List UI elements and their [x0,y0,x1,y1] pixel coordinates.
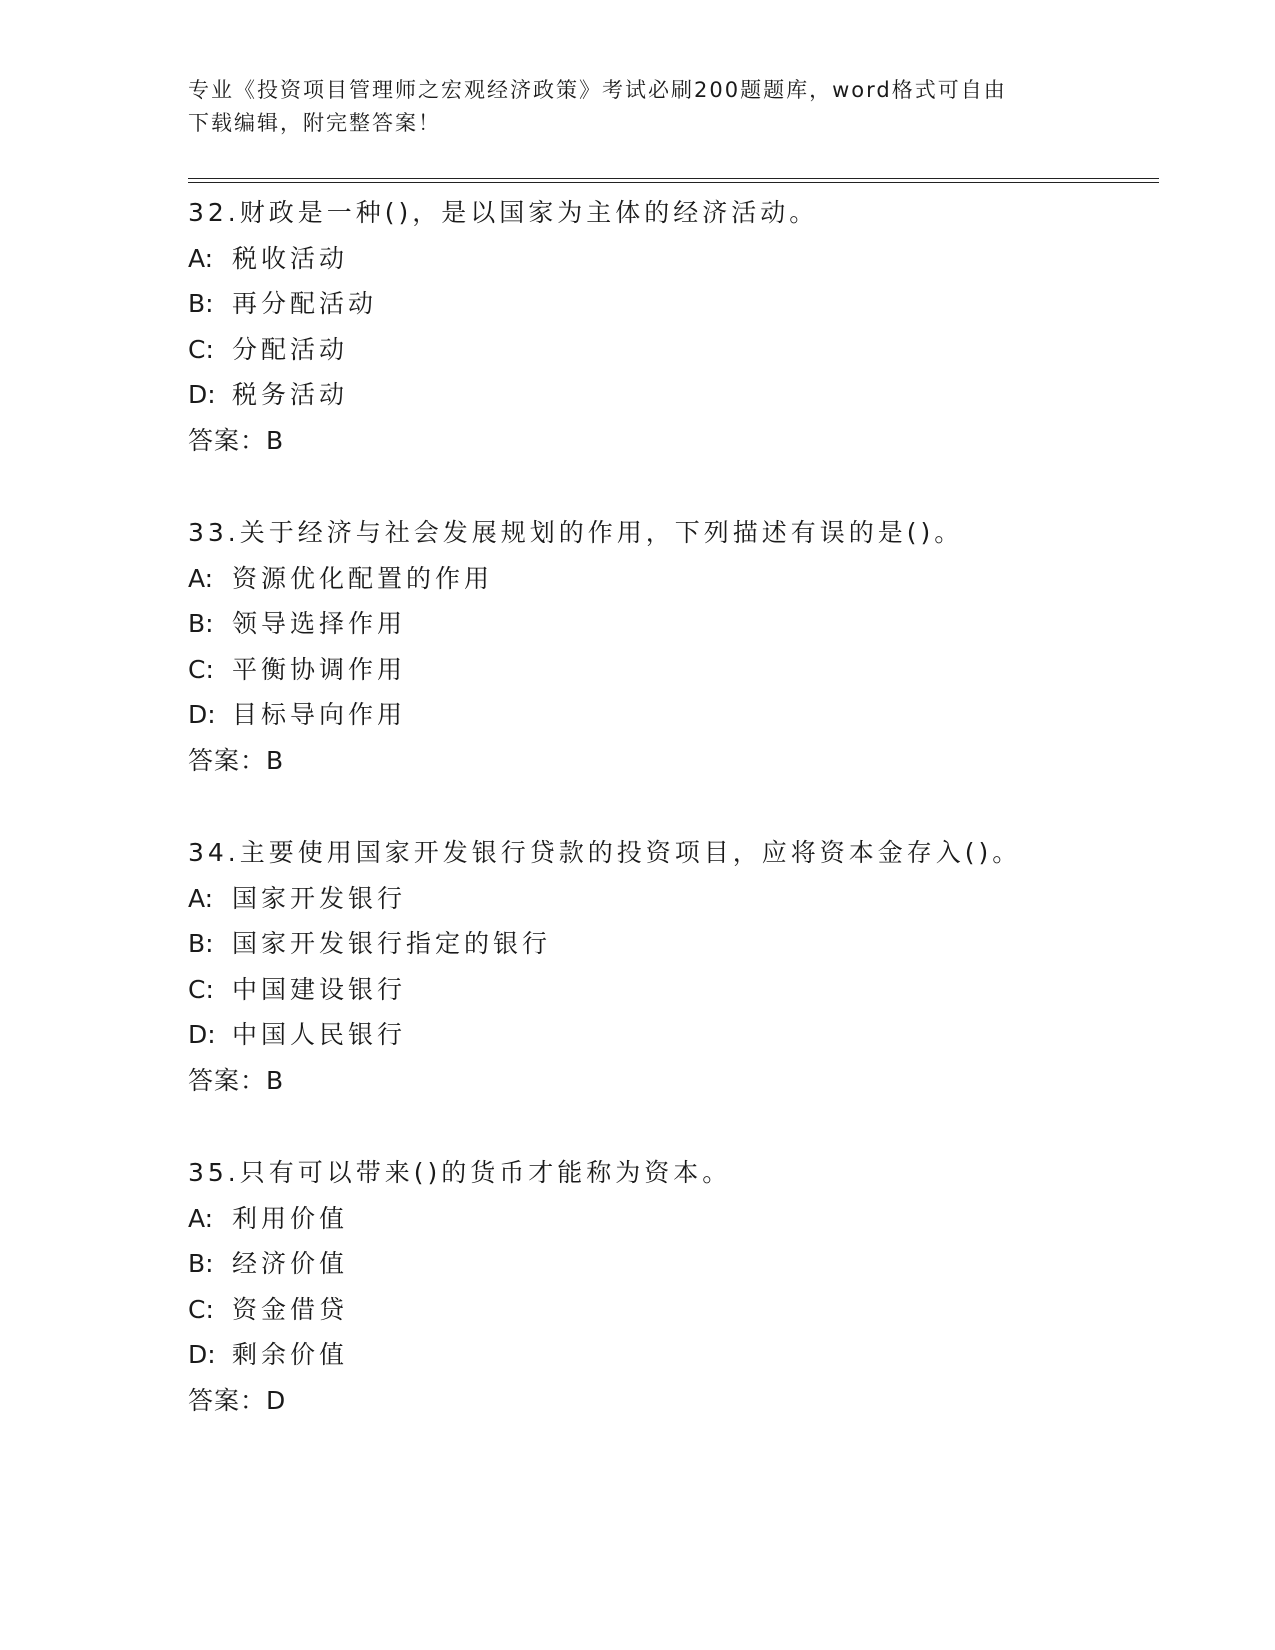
option-d [188,1012,1159,1058]
document-header [188,74,1088,140]
answer: 答案：B [188,1065,285,1095]
header-line-1: 专业《投资项目管理师之宏观经济政策》考试必刷200题题库，word格式可自由 [188,78,1007,102]
option-text: 中国建设银行 [232,974,407,1004]
option-text: 税收活动 [232,243,349,273]
option-text: 再分配活动 [232,289,378,319]
option-letter: C: [188,654,214,684]
option-text: 剩余价值 [232,1340,349,1370]
option-text: 资源优化配置的作用 [232,563,494,593]
option-text: 分配活动 [232,334,349,364]
option-letter: D: [188,1340,216,1370]
option-letter: A: [188,563,214,593]
option-text: 资金借贷 [232,1294,349,1324]
option-letter: D: [188,380,216,410]
option-letter: D: [188,1020,216,1050]
option-letter: A: [188,883,214,913]
option-letter: C: [188,974,214,1004]
header-divider [188,178,1159,183]
option-letter: A: [188,1203,214,1233]
option-letter: D: [188,700,216,730]
option-letter: B: [188,609,214,639]
question-stem: 33.关于经济与社会发展规划的作用，下列描述有误的是()。 [188,518,964,547]
answer: 答案：D [188,1385,287,1415]
option-c [188,327,1159,373]
option-d [188,1332,1159,1378]
option-text: 利用价值 [232,1203,349,1233]
question-stem: 32.财政是一种()，是以国家为主体的经济活动。 [188,198,819,227]
option-c [188,967,1159,1013]
option-text: 经济价值 [232,1249,349,1279]
option-letter: B: [188,929,214,959]
option-b [188,1241,1159,1287]
question-32 [188,190,1159,510]
option-text: 中国人民银行 [232,1020,407,1050]
question-stem: 35.只有可以带来()的货币才能称为资本。 [188,1158,732,1187]
option-text: 国家开发银行 [232,883,407,913]
option-a [188,1196,1159,1242]
answer: 答案：B [188,425,285,455]
option-a [188,876,1159,922]
question-33 [188,510,1159,830]
option-c [188,647,1159,693]
option-d [188,372,1159,418]
question-list [188,190,1159,1470]
option-text: 领导选择作用 [232,609,407,639]
option-c [188,1287,1159,1333]
answer: 答案：B [188,745,285,775]
option-b [188,281,1159,327]
question-35 [188,1150,1159,1470]
option-letter: B: [188,289,214,319]
option-letter: C: [188,1294,214,1324]
option-letter: C: [188,334,214,364]
question-34 [188,830,1159,1150]
option-letter: B: [188,1249,214,1279]
option-text: 目标导向作用 [232,700,407,730]
option-text: 国家开发银行指定的银行 [232,929,552,959]
option-a [188,556,1159,602]
question-stem: 34.主要使用国家开发银行贷款的投资项目，应将资本金存入()。 [188,838,1022,867]
header-line-2: 下载编辑，附完整答案！ [188,111,441,135]
option-b [188,601,1159,647]
option-b [188,921,1159,967]
option-text: 税务活动 [232,380,349,410]
option-letter: A: [188,243,214,273]
option-text: 平衡协调作用 [232,654,407,684]
option-d [188,692,1159,738]
option-a [188,236,1159,282]
